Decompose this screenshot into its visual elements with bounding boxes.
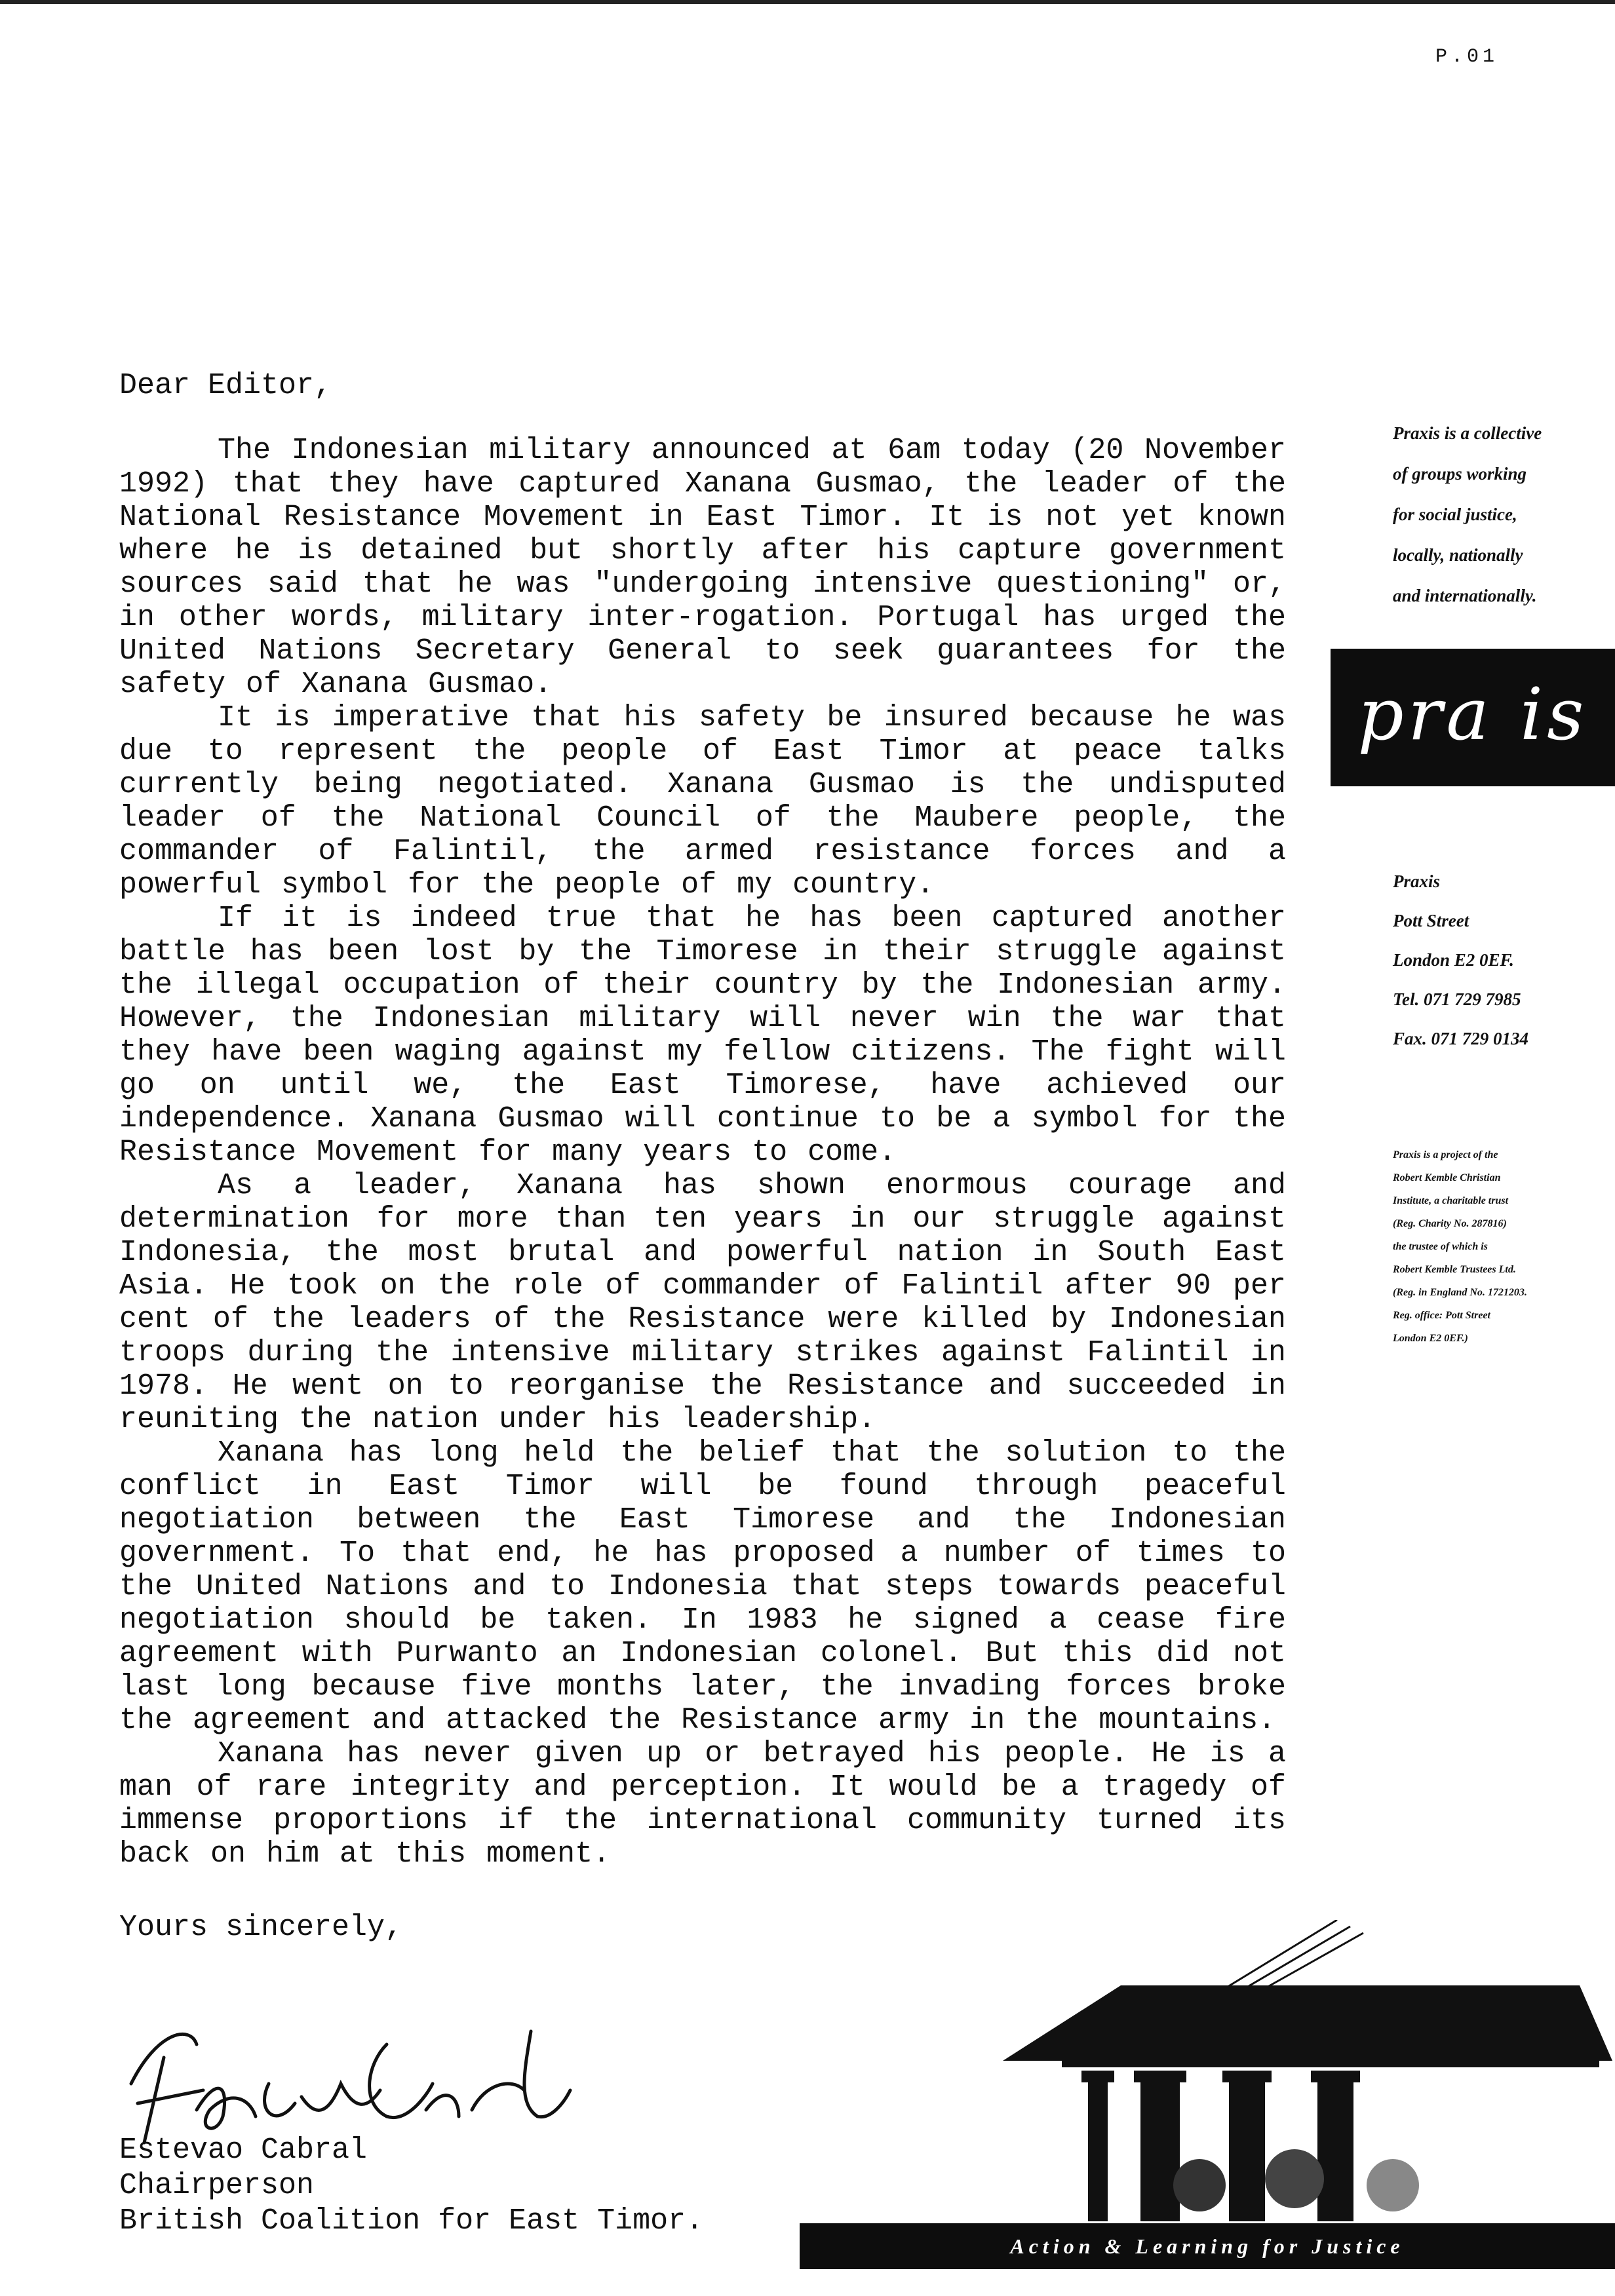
paragraph: The Indonesian military announced at 6am today (20 November 1992) that they have captured Xanana Gusmao, the leader of the National Resistance Movement in East Timor. It is not yet known where he is detained but shortly after his capture government sources said that he was "undergoing intensive questioning" or, in other words, military inter-rogation. Portugal has urged the United Nations Secretary General to seek guarantees for the safety of Xanana Gusmao. bbox=[119, 434, 1286, 701]
address-line: Pott Street bbox=[1393, 911, 1469, 930]
address-line: Fax. 071 729 0134 bbox=[1393, 1029, 1529, 1048]
letter-paragraphs bbox=[119, 434, 1286, 1871]
note-line: Robert Kemble Christian bbox=[1393, 1172, 1501, 1183]
signer-title: Chairperson bbox=[119, 2169, 315, 2202]
praxis-tagline bbox=[1393, 413, 1542, 616]
note-line: London E2 0EF.) bbox=[1393, 1333, 1468, 1344]
signer-organisation: British Coalition for East Timor. bbox=[119, 2204, 704, 2238]
tagline-line: of groups working bbox=[1393, 464, 1527, 484]
tagline-line: locally, nationally bbox=[1393, 545, 1523, 565]
charity-note bbox=[1393, 1143, 1527, 1350]
paragraph: Xanana has never given up or betrayed his people. He is a man of rare integrity and perception. It would be a tragedy of immense proportions if the international community turned its back on him at this moment. bbox=[119, 1737, 1286, 1871]
paragraph: It is imperative that his safety be insured because he was due to represent the people of East Timor at peace talks currently being negotiated. Xanana Gusmao is the undisputed leader of the National Council of the Maubere people, the commander of Falintil, the armed resistance forces and a powerful symbol for the people of my country. bbox=[119, 701, 1286, 902]
paragraph: Xanana has long held the belief that the solution to the conflict in East Timor will be found through peaceful negotiation between the East Timorese and the Indonesian government. To that end, he has proposed a number of times to the United Nations and to Indonesia that steps towards peaceful negotiation should be taken. In 1983 he signed a cease fire agreement with Purwanto an Indonesian colonel. But this did not last long because five months later, the invading forces broke the agreement and attacked the Resistance army in the mountains. bbox=[119, 1436, 1286, 1737]
paragraph: If it is indeed true that he has been captured another battle has been lost by the Timorese in their struggle against the illegal occupation of their country by the Indonesian army. However, the Indonesian military will never win the war that they have been waging against my fellow citizens. The fight will go on until we, the East Timorese, have achieved our independence. Xanana Gusmao will continue to be a symbol for the Resistance Movement for many years to come. bbox=[119, 902, 1286, 1169]
note-line: Institute, a charitable trust bbox=[1393, 1195, 1509, 1206]
paragraph: As a leader, Xanana has shown enormous courage and determination for more than ten years in our struggle against Indonesia, the most brutal and powerful nation in South East Asia. He took on the role of commander of Falintil after 90 per cent of the leaders of the Resistance were killed by Indonesian troops during the intensive military strikes against Falintil in 1978. He went on to reorganise the Resistance and succeeded in reuniting the nation under his leadership. bbox=[119, 1169, 1286, 1436]
tagline-line: and internationally. bbox=[1393, 586, 1537, 605]
note-line: (Reg. in England No. 1721203. bbox=[1393, 1287, 1527, 1298]
note-line: Robert Kemble Trustees Ltd. bbox=[1393, 1264, 1516, 1275]
note-line: the trustee of which is bbox=[1393, 1241, 1488, 1252]
address-line: London E2 0EF. bbox=[1393, 950, 1514, 970]
praxis-address bbox=[1393, 862, 1528, 1058]
signoff-block bbox=[119, 2133, 703, 2239]
note-line: Praxis is a project of the bbox=[1393, 1149, 1498, 1160]
letter-body bbox=[119, 367, 1286, 1945]
footer-banner bbox=[800, 2223, 1615, 2269]
page-number: P.01 bbox=[1435, 46, 1499, 68]
note-line: Reg. office: Pott Street bbox=[1393, 1310, 1490, 1321]
praxis-logo bbox=[1331, 649, 1615, 786]
top-edge-line bbox=[0, 0, 1615, 4]
salutation: Dear Editor, bbox=[119, 369, 332, 402]
banner-text: Action & Learning for Justice bbox=[1010, 2234, 1405, 2258]
note-line: (Reg. Charity No. 287816) bbox=[1393, 1218, 1507, 1229]
praxis-logo-text: pra is bbox=[1357, 672, 1588, 756]
tagline-line: for social justice, bbox=[1393, 505, 1517, 524]
tagline-line: Praxis is a collective bbox=[1393, 423, 1542, 443]
signer-name: Estevao Cabral bbox=[119, 2133, 368, 2167]
temple-emblem-icon bbox=[1003, 1920, 1612, 2221]
address-line: Praxis bbox=[1393, 871, 1441, 891]
closing: Yours sincerely, bbox=[119, 1911, 403, 1944]
address-line: Tel. 071 729 7985 bbox=[1393, 989, 1521, 1009]
